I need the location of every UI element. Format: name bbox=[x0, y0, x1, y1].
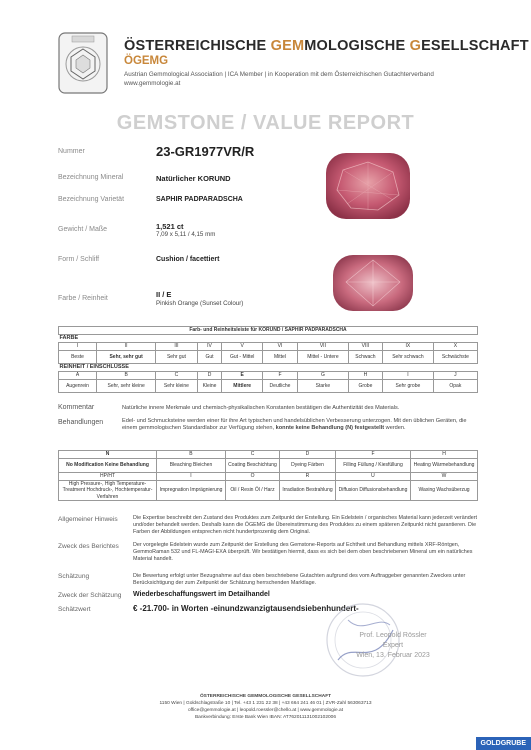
farbe-code: VI bbox=[262, 343, 297, 351]
footer-org: ÖSTERREICHISCHE GEMMOLOGISCHE GESELLSCHAFT bbox=[199, 694, 332, 699]
reinheit-term: Starke bbox=[298, 380, 349, 393]
grading-scale-table bbox=[58, 326, 478, 393]
reinheit-code: I bbox=[383, 372, 434, 380]
farbe-term: Gut - Mittel bbox=[222, 351, 262, 364]
kommentar-text: Natürliche innere Merkmale und chemisch-physikalischen Konstanten bestätigen die Authentizität des Materials. bbox=[122, 405, 400, 411]
variety-value: SAPHIR PADPARADSCHA bbox=[156, 196, 243, 203]
farbe-term: Gut bbox=[197, 351, 222, 364]
reinheit-code: D bbox=[197, 372, 222, 380]
gem-photo-bottom bbox=[330, 252, 416, 314]
farbe-term: Mittel - Untere bbox=[298, 351, 349, 364]
treatment-code: U bbox=[335, 473, 410, 481]
official-stamp bbox=[318, 600, 408, 680]
treatment-name: Waxing Wachsüberzug bbox=[411, 481, 478, 501]
farbe-term: Schwächste bbox=[433, 351, 477, 364]
gem-photo-top bbox=[323, 150, 413, 222]
schaetzung-label: Schätzung bbox=[58, 573, 90, 580]
org-description: Austrian Gemmological Association | ICA Member | in Kooperation mit dem Österreichischen Gutachterverband bbox=[124, 71, 434, 78]
schaetzwert-label: Schätzwert bbox=[58, 606, 91, 613]
treatment-name: Dyeing Färben bbox=[280, 459, 336, 473]
field-label-color: Farbe / Reinheit bbox=[58, 295, 108, 302]
farbe-term: Mittel bbox=[262, 351, 297, 364]
oegemg-logo bbox=[54, 30, 112, 96]
report-title: GEMSTONE / VALUE REPORT bbox=[116, 112, 415, 134]
reinheit-code: B bbox=[97, 372, 156, 380]
org-short-name: ÖGEMG bbox=[124, 55, 169, 67]
footer-address: 1150 Wien | Goldschlagstraße 10 | Tel. +43 1 231 22 38 | +43 664 241 46 01 | ZVR-Zahl 563063713 bbox=[159, 701, 372, 706]
footer-bank: Bankverbindung: Erste Bank Wien IBAN: AT762011131002102006 bbox=[194, 715, 337, 720]
field-label-shape: Form / Schliff bbox=[58, 256, 100, 263]
signature-name: Prof. Leopold Rössler bbox=[359, 632, 427, 639]
behandlungen-text: Edel- und Schmucksteine werden einer für ihre Art typischen und handelsüblichen Verbesserung unterzogen. Mit den üblichen Geräten, die einem gemmologischen Standardlabor zur Verfügung stehen, konnte keine Behandlung (N) festgestellt werden. bbox=[122, 418, 467, 432]
treatment-code: R bbox=[280, 473, 336, 481]
zweck-schaetzung-value: Wiederbeschaffungswert im Detailhandel bbox=[133, 591, 270, 598]
farbe-code: III bbox=[156, 343, 197, 351]
footer-contact[interactable]: office@gemmologie.at | leopold.roessler@chello.at | www.gemmologie.at bbox=[187, 708, 344, 713]
reinheit-term: Grobe bbox=[348, 380, 382, 393]
treatment-name: Filling Füllung / Kiesfüllung bbox=[335, 459, 410, 473]
hinweis-label: Allgemeiner Hinweis bbox=[58, 516, 118, 523]
field-label-variety: Bezeichnung Varietät bbox=[58, 196, 125, 203]
treatment-code: O bbox=[225, 473, 279, 481]
treatment-name: Coating Beschichtung bbox=[225, 459, 279, 473]
treatment-name: Diffusion Diffusionsbehandlung bbox=[335, 481, 410, 501]
footer bbox=[0, 693, 531, 721]
field-label-number: Nummer bbox=[58, 148, 85, 155]
farbe-code: VII bbox=[298, 343, 349, 351]
schaetzwert-value: € -21.700- in Worten -einundzwanzigtausendsiebenhundert- bbox=[133, 604, 359, 613]
org-title: ÖSTERREICHISCHE GEMMOLOGISCHE GESELLSCHAFT bbox=[124, 38, 529, 54]
treatment-name: Impregnation Imprägnierung bbox=[157, 481, 226, 501]
color-description: Pinkish Orange (Sunset Colour) bbox=[156, 300, 244, 307]
org-website[interactable]: www.gemmologie.at bbox=[124, 80, 181, 87]
field-label-mineral: Bezeichnung Mineral bbox=[58, 174, 124, 181]
farbe-code: I bbox=[59, 343, 97, 351]
weight-value: 1,521 ct bbox=[156, 222, 184, 231]
treatment-code: D bbox=[280, 451, 336, 459]
farbe-code: IV bbox=[197, 343, 222, 351]
reinheit-term-selected: Mittlere bbox=[222, 380, 262, 393]
farbe-code: II bbox=[97, 343, 156, 351]
treatment-code: C bbox=[225, 451, 279, 459]
dimensions-value: 7,09 x 5,11 / 4,15 mm bbox=[156, 231, 216, 238]
shape-value: Cushion / facettiert bbox=[156, 256, 220, 263]
farbe-code: X bbox=[433, 343, 477, 351]
treatment-name: Oil / Resin Öl / Harz bbox=[225, 481, 279, 501]
mineral-value: Natürlicher KORUND bbox=[156, 174, 231, 183]
treatment-name: Heating Wärmebehandlung bbox=[411, 459, 478, 473]
report-number: 23-GR1977VR/R bbox=[156, 144, 255, 159]
reinheit-term: Kleine bbox=[197, 380, 222, 393]
goldgrube-badge: GOLDGRUBE bbox=[476, 737, 531, 750]
treatment-name-selected: No Modification Keine Behandlung bbox=[59, 459, 157, 473]
treatment-code: HP/HT bbox=[59, 473, 157, 481]
signature-place-date: Wien, 13. Februar 2023 bbox=[356, 652, 430, 659]
reinheit-term: Sehr grobe bbox=[383, 380, 434, 393]
zweck-text: Der vorgelegte Edelstein wurde zum Zeitpunkt der Erstellung des Gemstone-Reports auf Echtheit und Behandlung mittels XRF-Röntgen, GemmoRaman 532 und FL-MAGI-EXA überprüft. Wir bestätigen hiermit, dass es sich bei dem oben beschriebenen Mineral um ein natürliches Material handelt. bbox=[133, 542, 473, 562]
treatment-code: N bbox=[59, 451, 157, 459]
treatment-name: Irradiation Bestrahlung bbox=[280, 481, 336, 501]
farbe-section-label: FARBE bbox=[59, 335, 478, 343]
farbe-term: Sehr schwach bbox=[383, 351, 434, 364]
reinheit-code: J bbox=[433, 372, 477, 380]
reinheit-code: G bbox=[298, 372, 349, 380]
treatment-name: Bleaching Bleichen bbox=[157, 459, 226, 473]
reinheit-term: Deutliche bbox=[262, 380, 297, 393]
farbe-code: IX bbox=[383, 343, 434, 351]
treatment-code: B bbox=[157, 451, 226, 459]
farbe-term: Beste bbox=[59, 351, 97, 364]
field-label-weight: Gewicht / Maße bbox=[58, 226, 108, 233]
signature-title: Expert bbox=[382, 642, 404, 649]
reinheit-section-label: REINHEIT / EINSCHLÜSSE bbox=[59, 364, 478, 372]
treatment-code: W bbox=[411, 473, 478, 481]
reinheit-code: F bbox=[262, 372, 297, 380]
treatment-code: F bbox=[335, 451, 410, 459]
treatment-name: High Pressure-, High Temperature- Treatment Hochdruck-, Hochtemperatur-Verfahren bbox=[59, 481, 157, 501]
farbe-term: Schwach bbox=[348, 351, 382, 364]
reinheit-term: Augenrein bbox=[59, 380, 97, 393]
farbe-term: Sehr gut bbox=[156, 351, 197, 364]
farbe-code: VIII bbox=[348, 343, 382, 351]
reinheit-code: C bbox=[156, 372, 197, 380]
reinheit-code-selected: E bbox=[222, 372, 262, 380]
zweck-label: Zweck des Berichtes bbox=[58, 543, 119, 550]
grading-scale-title: Farb- und Reinheitsleiste für KORUND / SAPHIR PADPARADSCHA bbox=[59, 327, 478, 335]
hinweis-text: Die Expertise beschreibt den Zustand des Produktes zum Zeitpunkt der Erstellung. Ein Edelstein / organisches Material kann jederzeit verändert und/oder behandelt werden. Deshalb kann die ÖGEMG die Übereinstimmung des Produktes zu einem späteren Zeitpunkt nicht garantieren. Die Farben der Abbildungen entsprechen nicht hundertprozentig dem Original. bbox=[133, 515, 477, 535]
farbe-term-selected: Sehr, sehr gut bbox=[97, 351, 156, 364]
kommentar-label: Kommentar bbox=[58, 404, 95, 411]
reinheit-term: Sehr kleine bbox=[156, 380, 197, 393]
reinheit-term: Sehr, sehr kleine bbox=[97, 380, 156, 393]
reinheit-code: H bbox=[348, 372, 382, 380]
treatment-code: I bbox=[157, 473, 226, 481]
treatments-table bbox=[58, 450, 478, 501]
reinheit-code: A bbox=[59, 372, 97, 380]
grade-value: II / E bbox=[156, 290, 172, 299]
reinheit-term: Opak bbox=[433, 380, 477, 393]
zweck-schaetzung-label: Zweck der Schätzung bbox=[58, 592, 122, 599]
treatment-code: H bbox=[411, 451, 478, 459]
behandlungen-label: Behandlungen bbox=[58, 419, 104, 426]
schaetzung-text: Die Bewertung erfolgt unter Bezugnahme auf das oben beschriebene Gutachten aufgrund des vom Auftraggeber genannten Zweckes unter Berücksichtigung der zum Zeitpunkt der Schätzung herrschenden Marktlage. bbox=[133, 573, 466, 586]
farbe-code: V bbox=[222, 343, 262, 351]
